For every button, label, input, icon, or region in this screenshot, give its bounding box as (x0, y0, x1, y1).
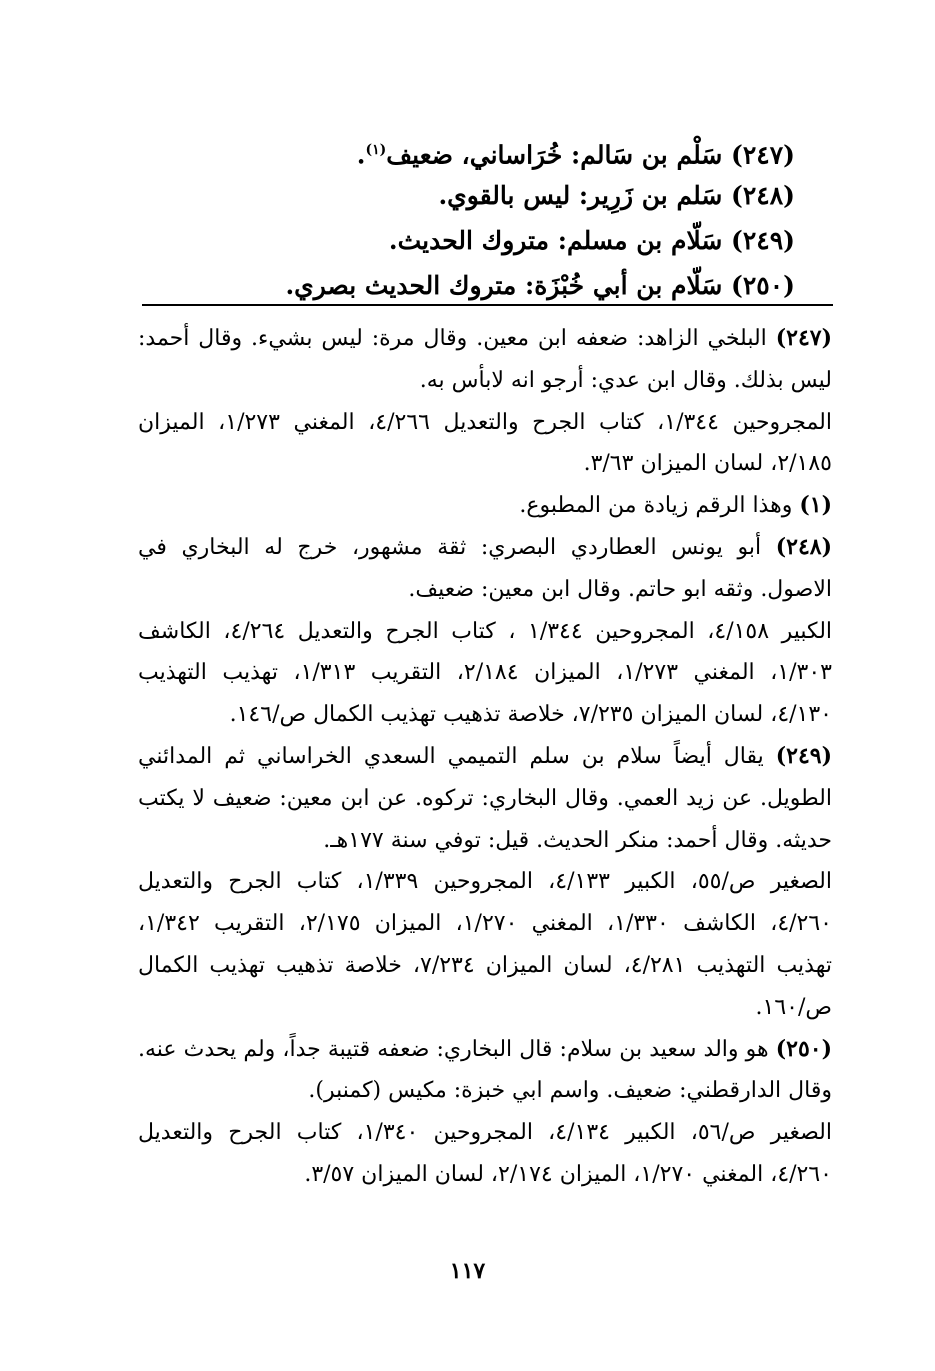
footnote-marker: (١) (365, 142, 387, 158)
entry-end: . (356, 140, 366, 170)
note-247 (138, 318, 832, 402)
note-247-sources: المجروحين ١/٣٤٤، كتاب الجرح والتعديل ٤/٢٦٦، المغني ١/٢٧٣، الميزان ٢/١٨٥، لسان الميزان ٣/٦٣. (138, 409, 832, 477)
page-number: ١١٧ (449, 1258, 486, 1284)
footnotes (138, 318, 832, 1196)
entry-text: (٢٤٧) سَلْم بن سَالم: خُرَاساني، ضعيف (386, 140, 795, 170)
note-text: يقال أيضاً سلام بن سلم التميمي السعدي الخراساني ثم المدائني الطويل. عن زيد العمي. وقال البخاري: تركوه. عن ابن معين: ضعيف لا يكتب حديثه. وقال أحمد: منكر الحديث. قيل: توفي سنة ١٧٧هـ. (138, 743, 832, 853)
footnote-divider (142, 304, 833, 306)
main-entries (235, 128, 795, 308)
note-1 (138, 485, 832, 527)
note-number: (١) (799, 492, 832, 519)
entry-247 (235, 128, 795, 173)
entry-250: (٢٥٠) سَلّام بن أبي خُبْزَة: متروك الحديث بصري. (285, 271, 795, 300)
note-number: (٢٤٧) (775, 325, 832, 351)
note-text: أبو يونس العطاردي البصري: ثقة مشهور، خرج له البخاري في الاصول. وثقه ابو حاتم. وقال ابن معين: ضعيف. (138, 534, 832, 602)
note-249 (138, 736, 832, 861)
note-250-sources: الصغير ص/٥٦، الكبير ٤/١٣٤، المجروحين ١/٣٤٠، كتاب الجرح والتعديل ٤/٢٦٠، المغني ١/٢٧٠، الميزان ٢/١٧٤، لسان الميزان ٣/٥٧. (138, 1120, 832, 1187)
note-249-sources: الصغير ص/٥٥، الكبير ٤/١٣٣، المجروحين ١/٣٣٩، كتاب الجرح والتعديل ٤/٢٦٠، الكاشف ١/٣٣٠، المغني ١/٢٧٠، الميزان ٢/١٧٥، التقريب ١/٣٤٢، تهذيب التهذيب ٤/٢٨١، لسان الميزان ٧/٢٣٤، خلاصة تذهيب تهذيب الكمال ص/١٦٠. (138, 869, 832, 1020)
note-text: هو والد سعيد بن سلام: قال البخاري: ضعفه قتيبة جداً، ولم يحدث عنه. وقال الدارقطني: ضعيف. واسم ابي خبزة: مكيس (كمنبر). (138, 1036, 832, 1104)
note-text: البلخي الزاهد: ضعفه ابن معين. وقال مرة: ليس بشيء. وقال أحمد: ليس بذلك. وقال ابن عدي: أرجو انه لابأس به. (138, 326, 832, 393)
note-number: (٢٥٠) (775, 1035, 832, 1062)
entry-248: (٢٤٨) سَلم بن زَرِير: ليس بالقوي. (438, 181, 795, 210)
note-248 (138, 527, 832, 611)
note-250 (138, 1029, 832, 1113)
note-text: وهذا الرقم زيادة من المطبوع. (519, 493, 800, 519)
note-number: (٢٤٨) (775, 533, 832, 560)
note-248-sources: الكبير ٤/١٥٨، المجروحين ١/٣٤٤ ، كتاب الجرح والتعديل ٤/٢٦٤، الكاشف ١/٣٠٣، المغني ١/٢٧٣، الميزان ٢/١٨٤، التقريب ١/٣١٣، تهذيب التهذيب ٤/١٣٠، لسان الميزان ٧/٢٣٥، خلاصة تذهيب تهذيب الكمال ص/١٤٦. (138, 618, 833, 728)
note-number: (٢٤٩) (775, 742, 832, 769)
entry-249: (٢٤٩) سَلّام بن مسلم: متروك الحديث. (388, 226, 795, 255)
